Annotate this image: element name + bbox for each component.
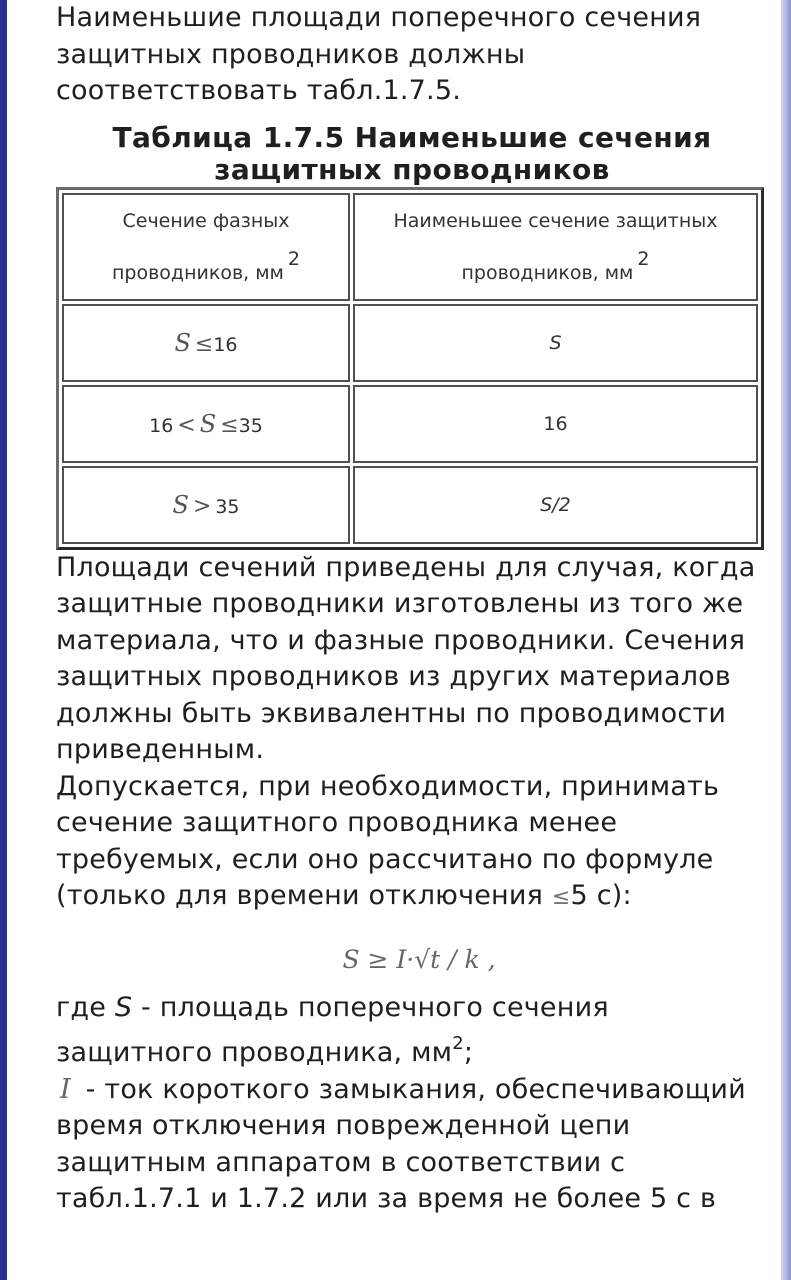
header-phase-conductors bbox=[62, 193, 350, 301]
paragraph-definition-i: I - ток короткого замыкания, обеспечивающий время отключения поврежденной цепи защитным аппаратом в соответствии с табл.1.7.1 и 1.7.2 или за время не более 5 с в bbox=[56, 1073, 746, 1214]
header-phase-text: Сечение фазных проводников, мм bbox=[112, 209, 290, 284]
header-protective-conductors bbox=[353, 193, 758, 301]
paragraph-materials: Площади сечений приведены для случая, когда защитные проводники изготовлены из того же материала, что и фазные проводники. Сечения защитных проводников из других материалов должны быть эквивалентны по проводимости приведенным. bbox=[56, 551, 756, 765]
intro-paragraph: Наименьшие площади поперечного сечения защитных проводников должны соответствовать табл.1.7.5. bbox=[56, 2, 702, 106]
table-caption: Таблица 1.7.5 Наименьшие сечения защитных проводников bbox=[112, 120, 712, 186]
cell-phase-condition: S ≤16 bbox=[62, 304, 350, 382]
cell-phase-condition: 16 < S ≤35 bbox=[62, 385, 350, 463]
header-phase-sup: 2 bbox=[287, 247, 300, 270]
header-protective-text: Наименьшее сечение защитных проводников, мм bbox=[393, 209, 718, 284]
paragraph-definition-s: где S - площадь поперечного сечения защитного проводника, $мм^2$; bbox=[56, 991, 609, 1068]
cell-protective-value: S bbox=[353, 304, 758, 382]
cell-protective-value: S/2 bbox=[353, 466, 758, 544]
formula: S ≥ I·√t / k , bbox=[342, 944, 496, 974]
left-border bbox=[0, 0, 7, 1280]
paragraph-formula-intro: Допускается, при необходимости, принимать сечение защитного проводника менее требуемых, если оно рассчитано по формуле (только для времени отключения ≤5 с): bbox=[56, 770, 720, 911]
table-header-row bbox=[62, 193, 758, 301]
table-row bbox=[62, 304, 758, 382]
leq-symbol: ≤ bbox=[551, 885, 571, 910]
table-row bbox=[62, 385, 758, 463]
header-protective-sup: 2 bbox=[637, 247, 650, 270]
right-scroll-edge bbox=[781, 0, 791, 1280]
table-row bbox=[62, 466, 758, 544]
cell-protective-value: 16 bbox=[353, 385, 758, 463]
symbol-s: S bbox=[114, 991, 133, 1023]
symbol-i: I bbox=[60, 1073, 71, 1105]
document-content bbox=[56, 0, 768, 1218]
cell-phase-condition: S > 35 bbox=[62, 466, 350, 544]
cross-section-table bbox=[56, 187, 764, 550]
